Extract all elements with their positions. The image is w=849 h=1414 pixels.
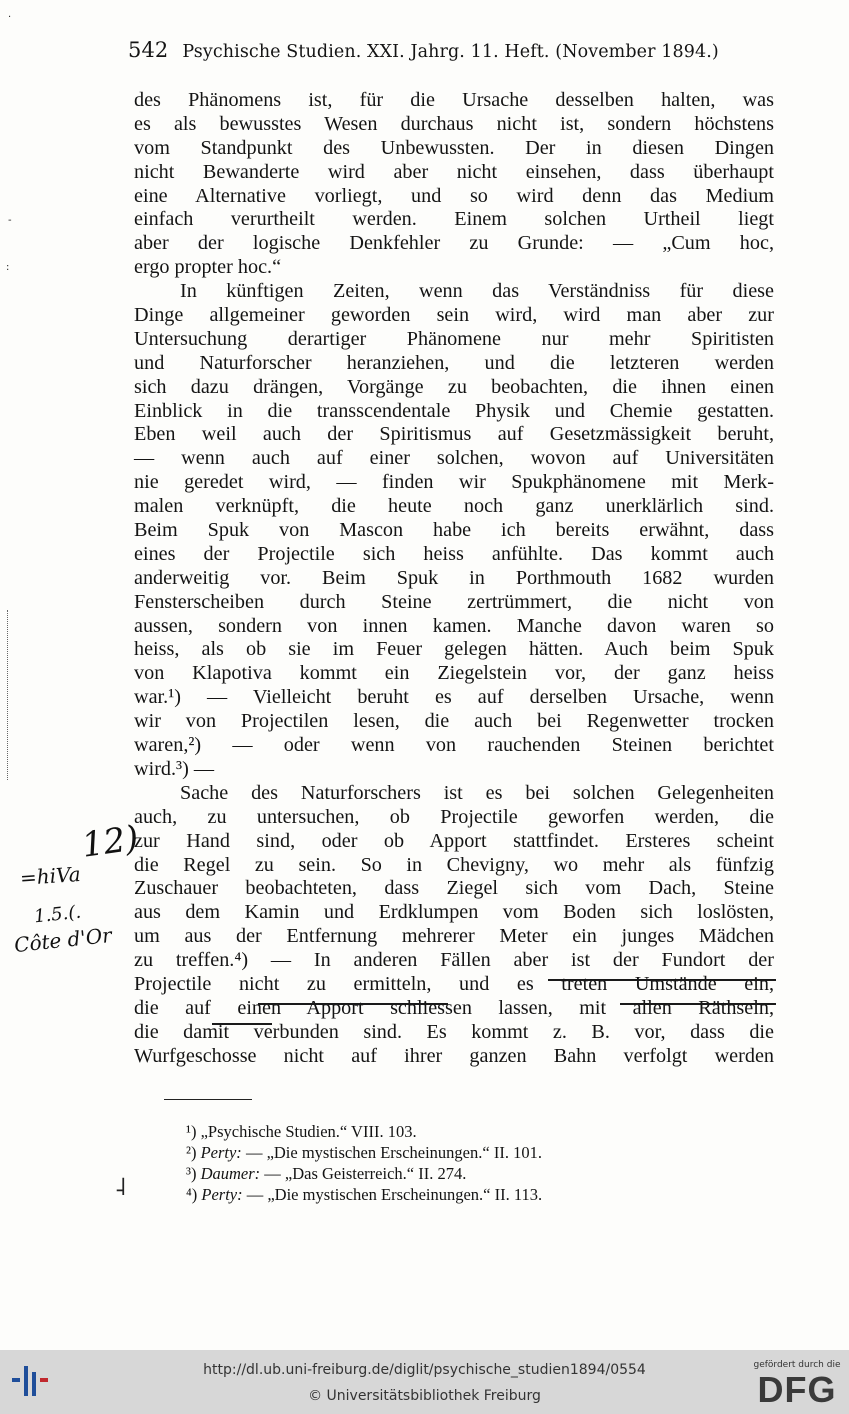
text-line: Beim Spuk von Mascon habe ich bereits erwähnt, dass <box>134 519 774 542</box>
body-text <box>134 89 774 1069</box>
text-line: Dinge allgemeiner geworden sein wird, wird man aber zur <box>134 304 774 327</box>
footnotes <box>186 1121 542 1205</box>
text-line: einfach verurtheilt werden. Einem solchen Urtheil liegt <box>134 208 774 231</box>
text-line: nicht Bewanderte wird aber nicht einsehen, dass überhaupt <box>134 160 774 183</box>
scan-speck: ˨ <box>114 1172 127 1202</box>
text-line: aber der logische Denkfehler zu Grunde: — „Cum hoc, <box>134 232 774 255</box>
text-line: die damit verbunden sind. Es kommt z. B. vor, dass die <box>134 1020 774 1043</box>
scan-speck: : <box>6 262 10 273</box>
text-line: heiss, als ob sie im Feuer gelegen hätten. Auch beim Spuk <box>134 638 774 661</box>
handwritten-underline <box>212 1023 272 1025</box>
text-line: Zuschauer beobachteten, dass Ziegel sich vom Dach, Steine <box>134 877 774 900</box>
handwritten-underline <box>620 1003 776 1005</box>
handwritten-note: Côte d'Or <box>13 922 113 958</box>
handwritten-note: =hiVa <box>19 861 82 891</box>
text-line: es als bewusstes Wesen durchaus nicht ist, sondern höchstens <box>134 112 774 135</box>
text-line: die Regel zu sein. So in Chevigny, wo mehr als fünfzig <box>134 853 774 876</box>
text-line: Wurfgeschosse nicht auf ihrer ganzen Bahn verfolgt werden <box>134 1044 774 1067</box>
footnote-rule <box>164 1099 252 1100</box>
text-line: Fensterscheiben durch Steine zertrümmert, die nicht von <box>134 590 774 613</box>
dfg-logo-icon <box>752 1372 842 1406</box>
text-line: die auf einen Apport schliessen lassen, mit allen Räthseln, <box>134 996 774 1019</box>
text-line: Untersuchung derartiger Phänomene nur mehr Spiritisten <box>134 327 774 350</box>
text-line: In künftigen Zeiten, wenn das Verständniss für diese <box>180 280 774 303</box>
footnote: ⁴) Perty: — „Die mystischen Erscheinungen.“ II. 113. <box>186 1185 543 1204</box>
text-line: waren,²) — oder wenn von rauchenden Steinen berichtet <box>134 734 774 757</box>
text-line: anderweitig vor. Beim Spuk in Porthmouth 1682 wurden <box>134 566 774 589</box>
text-line: war.¹) — Vielleicht beruht es auf derselben Ursache, wenn <box>134 686 774 709</box>
text-line: auch, zu untersuchen, ob Projectile geworfen werden, die <box>134 805 774 828</box>
scan-speck: · <box>8 12 12 23</box>
text-line: malen verknüpft, die heute noch ganz unerklärlich sind. <box>134 495 774 518</box>
text-line: von Klapotiva kommt ein Ziegelstein vor, der ganz heiss <box>134 662 774 685</box>
footnote: ²) Perty: — „Die mystischen Erscheinungen.“ II. 101. <box>186 1143 542 1162</box>
text-line: eines der Projectile sich heiss anfühlte. Das kommt auch <box>134 542 774 565</box>
text-line: wir von Projectilen lesen, die auch bei Regenwetter trocken <box>134 710 774 733</box>
text-line: und Naturforscher heranziehen, und die letzteren werden <box>134 351 774 374</box>
viewer-footer <box>0 1350 849 1414</box>
dfg-logo-text: DFG <box>757 1372 837 1406</box>
copyright-text: © Universitätsbibliothek Freiburg <box>308 1388 541 1404</box>
handwritten-note: 12) <box>79 818 142 866</box>
text-line: wird.³) — <box>134 757 215 780</box>
text-line: Eben weil auch der Spiritismus auf Gesetzmässigkeit beruht, <box>134 423 774 446</box>
text-line: eine Alternative vorliegt, und so wird denn das Medium <box>134 184 774 207</box>
page-number: 542 <box>128 38 169 62</box>
text-line: — wenn auch auf einer solchen, wovon auf Universitäten <box>134 447 774 470</box>
text-line: nie geredet wird, — finden wir Spukphänomene mit Merk- <box>134 471 774 494</box>
handwritten-underline <box>258 1003 448 1005</box>
text-line: aussen, sondern von innen kamen. Manche davon waren so <box>134 614 774 637</box>
text-line: ergo propter hoc.“ <box>134 256 282 279</box>
scan-speck <box>7 610 10 780</box>
document-url-link[interactable]: http://dl.ub.uni-freiburg.de/diglit/psychische_studien1894/0554 <box>203 1362 646 1378</box>
footnote: ¹) „Psychische Studien.“ VIII. 103. <box>186 1122 417 1141</box>
scan-speck: - <box>8 215 12 226</box>
text-line: vom Standpunkt des Unbewussten. Der in diesen Dingen <box>134 136 774 159</box>
footnote: ³) Daumer: — „Das Geisterreich.“ II. 274. <box>186 1164 467 1183</box>
handwritten-underline <box>548 979 776 981</box>
text-line: Projectile nicht zu ermitteln, und es treten Umstände ein, <box>134 972 774 995</box>
handwritten-note: 1.5.(. <box>33 901 83 928</box>
text-line: Einblick in die transscendentale Physik und Chemie gestatten. <box>134 399 774 422</box>
text-line: sich dazu drängen, Vorgänge zu beobachten, die ihnen einen <box>134 375 774 398</box>
funding-label: gefördert durch die <box>753 1360 841 1370</box>
running-header <box>128 38 778 62</box>
text-line: des Phänomens ist, für die Ursache desselben halten, was <box>134 89 774 111</box>
text-line: aus dem Kamin und Erdklumpen vom Boden sich loslösten, <box>134 901 774 924</box>
text-line: um aus der Entfernung mehrerer Meter ein junges Mädchen <box>134 925 774 948</box>
text-line: zur Hand sind, oder ob Apport stattfindet. Ersteres scheint <box>134 829 774 852</box>
text-line: Sache des Naturforschers ist es bei solchen Gelegenheiten <box>180 781 774 804</box>
text-line: zu treffen.⁴) — In anderen Fällen aber ist der Fundort der <box>134 949 774 972</box>
running-title: Psychische Studien. XXI. Jahrg. 11. Heft. (November 1894.) <box>182 42 719 62</box>
